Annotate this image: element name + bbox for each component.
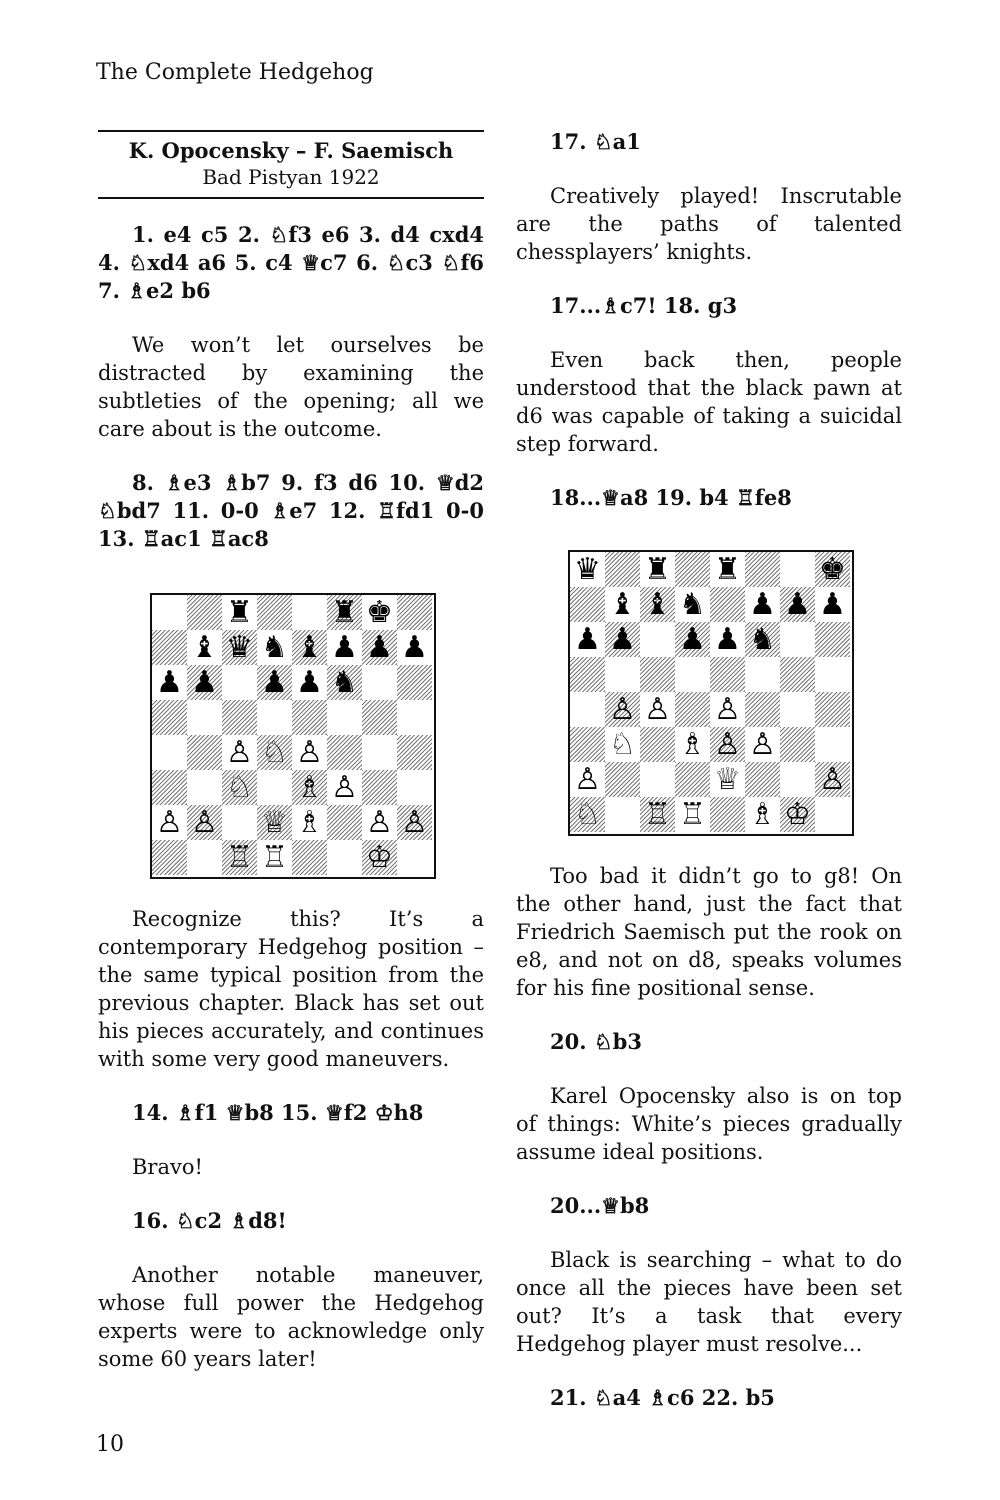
square-e5 (710, 657, 745, 692)
square-c5 (640, 657, 675, 692)
square-c3 (640, 727, 675, 762)
white-queen-icon: ♕ (714, 762, 741, 797)
black-pawn-icon: ♟ (609, 622, 636, 657)
square-h5 (397, 700, 432, 735)
square-g4 (780, 692, 815, 727)
square-h1 (397, 840, 432, 875)
black-pawn-icon: ♟ (331, 630, 358, 665)
moves-17b-18: 17...♗c7! 18. g3 (550, 293, 738, 318)
square-b2 (605, 762, 640, 797)
white-pawn-icon: ♙ (331, 770, 358, 805)
white-rook-icon: ♖ (679, 797, 706, 832)
black-bishop-icon: ♝ (644, 587, 671, 622)
left-column (98, 130, 484, 1373)
chess-diagram-1 (150, 593, 436, 879)
moves-14-15: 14. ♗f1 ♕b8 15. ♕f2 ♔h8 (132, 1100, 424, 1125)
black-rook-icon: ♜ (331, 595, 358, 630)
black-bishop-icon: ♝ (609, 587, 636, 622)
square-c6 (640, 622, 675, 657)
square-f5 (745, 657, 780, 692)
square-b5 (605, 657, 640, 692)
square-h5 (815, 657, 850, 692)
square-h4 (815, 692, 850, 727)
square-f2 (745, 762, 780, 797)
comment-opocensky: Karel Opocensky also is on top of things: White’s pieces gradually assume ideal positions. (516, 1084, 902, 1164)
white-queen-icon: ♕ (261, 805, 288, 840)
white-knight-icon: ♘ (226, 770, 253, 805)
black-pawn-icon: ♟ (401, 630, 428, 665)
square-b1 (605, 797, 640, 832)
black-pawn-icon: ♟ (749, 587, 776, 622)
square-c5 (222, 700, 257, 735)
moves-17: 17. ♘a1 (550, 129, 641, 154)
white-rook-icon: ♖ (261, 840, 288, 875)
square-h6 (815, 622, 850, 657)
square-a7 (570, 587, 605, 622)
white-knight-icon: ♘ (609, 727, 636, 762)
black-bishop-icon: ♝ (191, 630, 218, 665)
white-knight-icon: ♘ (261, 735, 288, 770)
white-pawn-icon: ♙ (749, 727, 776, 762)
square-h8 (397, 595, 432, 630)
comment-opening: We won’t let ourselves be distracted by examining the subtleties of the opening; all we care about is the outcome. (98, 333, 484, 441)
square-g3 (362, 770, 397, 805)
black-pawn-icon: ♟ (366, 630, 393, 665)
white-bishop-icon: ♗ (296, 770, 323, 805)
square-a3 (570, 727, 605, 762)
square-f4 (327, 735, 362, 770)
game-event: Bad Pistyan 1922 (202, 165, 380, 189)
black-pawn-icon: ♟ (296, 665, 323, 700)
square-c2 (640, 762, 675, 797)
square-e1 (292, 840, 327, 875)
square-c6 (222, 665, 257, 700)
black-knight-icon: ♞ (261, 630, 288, 665)
moves-20b: 20...♕b8 (550, 1193, 650, 1218)
square-d2 (675, 762, 710, 797)
game-header (98, 130, 484, 199)
white-rook-icon: ♖ (644, 797, 671, 832)
running-head: The Complete Hedgehog (96, 60, 374, 85)
black-pawn-icon: ♟ (261, 665, 288, 700)
square-a3 (152, 770, 187, 805)
black-rook-icon: ♜ (226, 595, 253, 630)
square-a8 (152, 595, 187, 630)
square-d4 (675, 692, 710, 727)
black-pawn-icon: ♟ (784, 587, 811, 622)
white-knight-icon: ♘ (574, 797, 601, 832)
black-pawn-icon: ♟ (819, 587, 846, 622)
white-pawn-icon: ♙ (401, 805, 428, 840)
white-pawn-icon: ♙ (819, 762, 846, 797)
black-king-icon: ♚ (366, 595, 393, 630)
black-knight-icon: ♞ (331, 665, 358, 700)
moves-16: 16. ♘c2 ♗d8! (132, 1208, 287, 1233)
square-h3 (815, 727, 850, 762)
moves-8-13: 8. ♗e3 ♗b7 9. f3 d6 10. ♕d2 ♘bd7 11. 0-0 ♗e7 12. ♖fd1 0-0 13. ♖ac1 ♖ac8 (98, 470, 484, 551)
square-b8 (605, 552, 640, 587)
square-a4 (570, 692, 605, 727)
square-g6 (780, 622, 815, 657)
right-column (516, 128, 902, 1412)
comment-rook-e8: Too bad it didn’t go to g8! On the other hand, just the fact that Friedrich Saemisch put the rook on e8, and not on d8, speaks volumes for his fine positional sense. (516, 864, 902, 1000)
square-f4 (745, 692, 780, 727)
chess-diagram-2 (568, 550, 854, 836)
square-d5 (675, 657, 710, 692)
square-f1 (327, 840, 362, 875)
white-pawn-icon: ♙ (609, 692, 636, 727)
white-pawn-icon: ♙ (574, 762, 601, 797)
black-queen-icon: ♛ (574, 552, 601, 587)
moves-18b-19: 18...♕a8 19. b4 ♖fe8 (550, 485, 792, 510)
moves-1-7: 1. e4 c5 2. ♘f3 e6 3. d4 cxd4 4. ♘xd4 a6 5. c4 ♕c7 6. ♘c3 ♘f6 7. ♗e2 b6 (98, 222, 484, 303)
comment-searching: Black is searching – what to do once all the pieces have been set out? It’s a task that every Hedgehog player must resolve... (516, 1248, 902, 1356)
black-pawn-icon: ♟ (191, 665, 218, 700)
square-d8 (257, 595, 292, 630)
square-f8 (745, 552, 780, 587)
square-b5 (187, 700, 222, 735)
square-d5 (257, 700, 292, 735)
white-pawn-icon: ♙ (226, 735, 253, 770)
white-rook-icon: ♖ (226, 840, 253, 875)
white-pawn-icon: ♙ (191, 805, 218, 840)
square-e8 (292, 595, 327, 630)
square-c2 (222, 805, 257, 840)
white-pawn-icon: ♙ (156, 805, 183, 840)
white-king-icon: ♔ (784, 797, 811, 832)
square-h4 (397, 735, 432, 770)
black-pawn-icon: ♟ (679, 622, 706, 657)
black-pawn-icon: ♟ (714, 622, 741, 657)
square-b4 (187, 735, 222, 770)
square-e7 (710, 587, 745, 622)
square-b3 (187, 770, 222, 805)
white-pawn-icon: ♙ (296, 735, 323, 770)
square-g3 (780, 727, 815, 762)
square-a4 (152, 735, 187, 770)
square-h6 (397, 665, 432, 700)
white-pawn-icon: ♙ (644, 692, 671, 727)
square-e5 (292, 700, 327, 735)
black-rook-icon: ♜ (644, 552, 671, 587)
square-b1 (187, 840, 222, 875)
square-b8 (187, 595, 222, 630)
white-bishop-icon: ♗ (749, 797, 776, 832)
white-king-icon: ♔ (366, 840, 393, 875)
square-a1 (152, 840, 187, 875)
square-g5 (362, 700, 397, 735)
white-bishop-icon: ♗ (296, 805, 323, 840)
white-pawn-icon: ♙ (366, 805, 393, 840)
black-knight-icon: ♞ (679, 587, 706, 622)
black-rook-icon: ♜ (714, 552, 741, 587)
white-pawn-icon: ♙ (714, 692, 741, 727)
square-d3 (257, 770, 292, 805)
square-h3 (397, 770, 432, 805)
black-knight-icon: ♞ (749, 622, 776, 657)
white-bishop-icon: ♗ (679, 727, 706, 762)
square-g2 (780, 762, 815, 797)
square-g8 (780, 552, 815, 587)
square-f2 (327, 805, 362, 840)
square-g5 (780, 657, 815, 692)
black-king-icon: ♚ (819, 552, 846, 587)
page-number: 10 (96, 1432, 124, 1457)
square-a5 (570, 657, 605, 692)
black-queen-icon: ♛ (226, 630, 253, 665)
square-g4 (362, 735, 397, 770)
square-h1 (815, 797, 850, 832)
moves-20: 20. ♘b3 (550, 1029, 642, 1054)
black-bishop-icon: ♝ (296, 630, 323, 665)
square-e1 (710, 797, 745, 832)
square-a7 (152, 630, 187, 665)
square-a5 (152, 700, 187, 735)
game-players: K. Opocensky – F. Saemisch (128, 138, 454, 163)
comment-creative: Creatively played! Inscrutable are the paths of talented chessplayers’ knights. (516, 184, 902, 264)
black-pawn-icon: ♟ (574, 622, 601, 657)
white-pawn-icon: ♙ (714, 727, 741, 762)
black-pawn-icon: ♟ (156, 665, 183, 700)
comment-bravo: Bravo! (132, 1155, 203, 1179)
comment-hedgehog-position: Recognize this? It’s a contemporary Hedgehog position – the same typical position from the previous chapter. Black has set out his pieces accurately, and continues with some very good maneuvers. (98, 907, 484, 1071)
comment-d6-pawn: Even back then, people understood that the black pawn at d6 was capable of taking a suicidal step forward. (516, 348, 902, 456)
moves-21-22: 21. ♘a4 ♗c6 22. b5 (550, 1385, 775, 1410)
square-f5 (327, 700, 362, 735)
square-g6 (362, 665, 397, 700)
comment-maneuver: Another notable maneuver, whose full power the Hedgehog experts were to acknowledge only some 60 years later! (98, 1263, 484, 1371)
square-d8 (675, 552, 710, 587)
